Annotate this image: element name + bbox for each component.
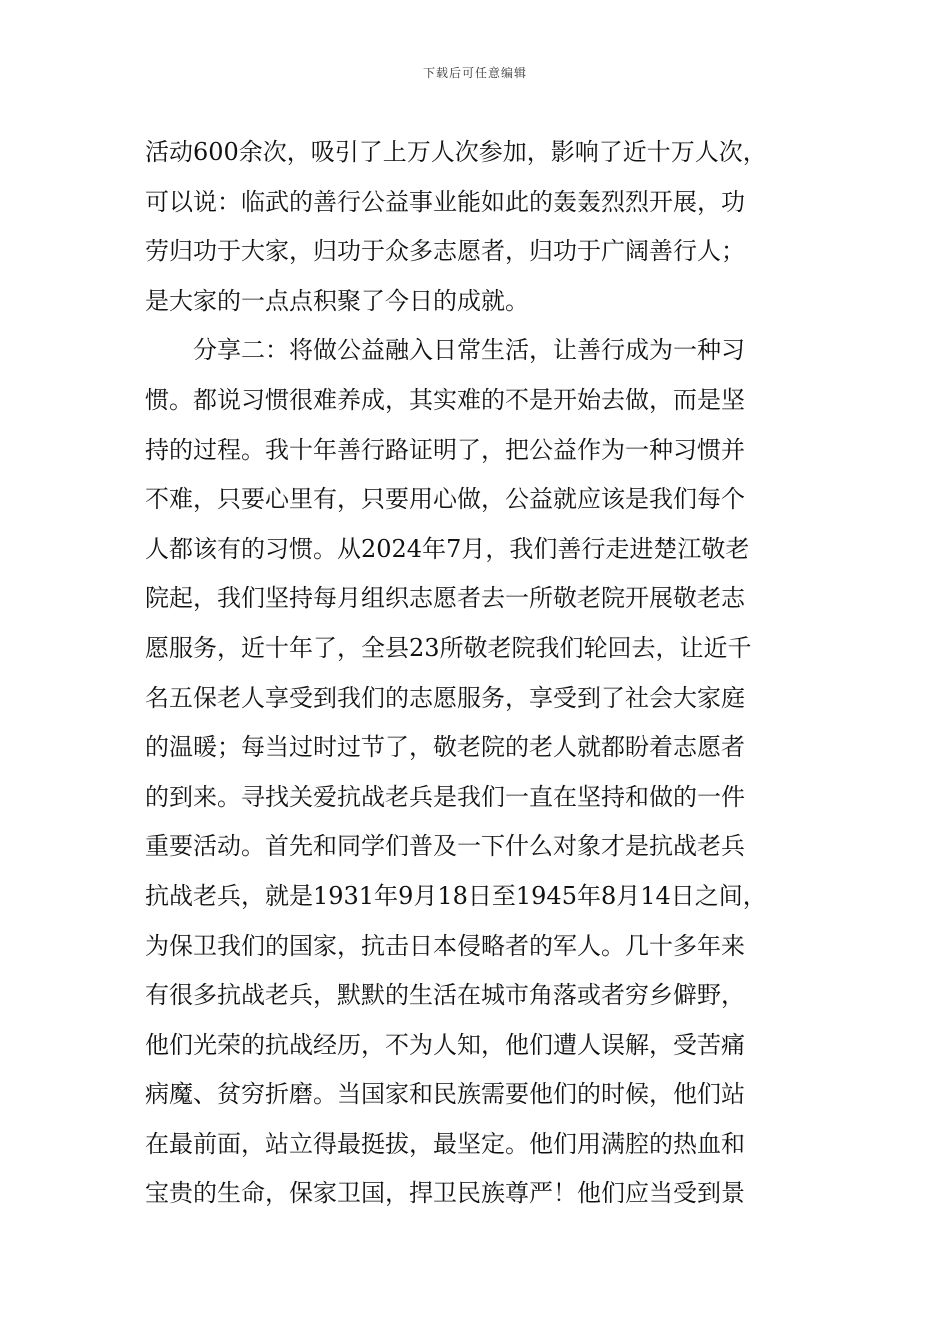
text-line: 的到来。寻找关爱抗战老兵是我们一直在坚持和做的一件 [145,782,745,811]
text-line: 可以说：临武的善行公益事业能如此的轰轰烈烈开展，功 [145,187,745,216]
text-line: 惯。都说习惯很难养成，其实难的不是开始去做，而是坚 [145,385,745,414]
text-line: 不难，只要心里有，只要用心做，公益就应该是我们每个 [145,485,745,514]
text-line: 重要活动。首先和同学们普及一下什么对象才是抗战老兵 [145,832,745,861]
text-line: 有很多抗战老兵，默默的生活在城市角落或者穷乡僻野， [145,981,745,1010]
page-header: 下载后可任意编辑 [422,66,527,80]
text-line: 活动600余次，吸引了上万人次参加，影响了近十万人次， [145,138,767,166]
text-line: 愿服务，近十年了，全县23所敬老院我们轮回去，让近千 [145,633,752,662]
text-line: 为保卫我们的国家，抗击日本侵略者的军人。几十多年来 [145,931,745,960]
text-line: 的温暖；每当过时过节了，敬老院的老人就都盼着志愿者 [145,733,745,762]
text-line: 院起，我们坚持每月组织志愿者去一所敬老院开展敬老志 [145,584,745,613]
text-line: 抗战老兵，就是1931年9月18日至1945年8月14日之间， [145,881,767,910]
text-line: 在最前面，站立得最挺拔，最坚定。他们用满腔的热血和 [145,1129,745,1158]
body-text [145,128,825,1219]
text-line: 持的过程。我十年善行路证明了，把公益作为一种习惯并 [145,435,745,464]
text-line: 他们光荣的抗战经历，不为人知，他们遭人误解，受苦痛 [145,1030,745,1059]
text-line: 宝贵的生命，保家卫国，捍卫民族尊严！他们应当受到景 [145,1179,745,1208]
text-line: 人都该有的习惯。从2024年7月，我们善行走进楚江敬老 [145,534,750,563]
text-line: 是大家的一点点积聚了今日的成就。 [145,286,529,315]
text-line: 分享二：将做公益融入日常生活，让善行成为一种习 [145,336,745,365]
text-line: 病魔、贫穷折磨。当国家和民族需要他们的时候，他们站 [145,1080,745,1109]
text-line: 劳归功于大家，归功于众多志愿者，归功于广阔善行人； [145,237,745,266]
text-line: 名五保老人享受到我们的志愿服务，享受到了社会大家庭 [145,683,745,712]
